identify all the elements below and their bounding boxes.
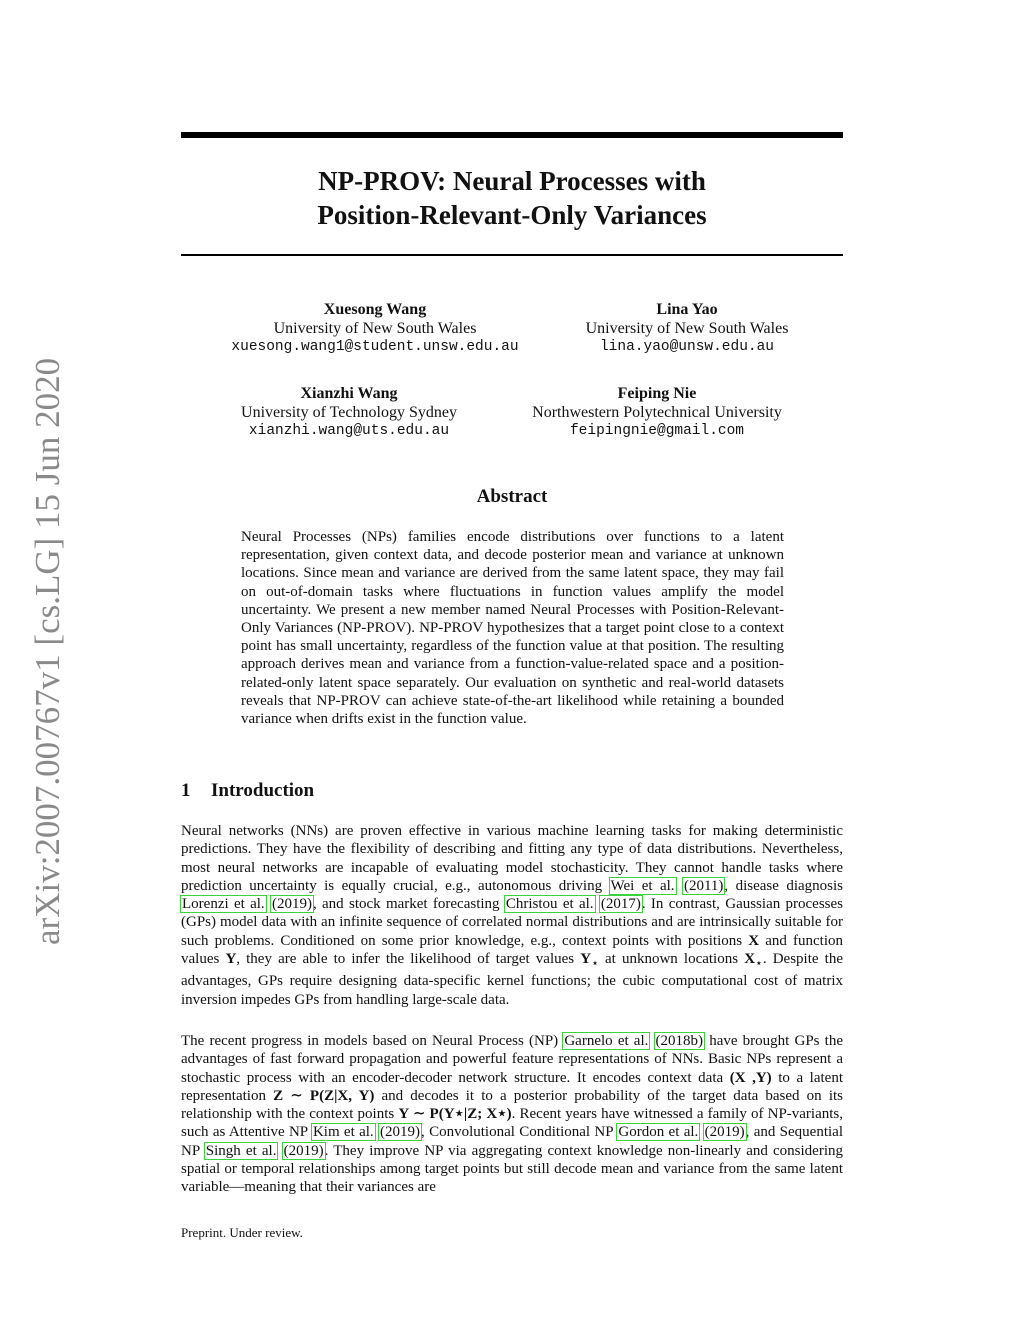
citation-link[interactable]: Gordon et al. [618,1124,699,1141]
math-symbol: Y [580,951,592,968]
section-title: Introduction [211,780,315,801]
citation-link[interactable]: Wei et al. [610,877,675,894]
arxiv-identifier-stamp: arXiv:2007.00767v1 [cs.LG] 15 Jun 2020 [28,357,67,945]
text-run: to a latent representation [181,1069,843,1104]
author-name: Lina Yao [656,301,718,318]
citation-year-link[interactable]: (2018b) [655,1033,704,1049]
citation-year-link[interactable]: (2011) [683,877,724,894]
author-affiliation: University of Technology Sydney [241,404,457,421]
citation-year-link[interactable]: (2019) [271,896,312,913]
author-email: xuesong.wang1@student.unsw.edu.au [231,339,519,355]
text-run: The recent progress in models based on Neural Process (NP) [181,1033,564,1049]
citation-link[interactable]: Christou et al. [505,896,594,913]
section-number: 1 [181,780,191,801]
intro-paragraph-1: Neural networks (NNs) are proven effective in various machine learning tasks for making deterministic predictions. They have the flexibility of describing and fitting any type of data distributions. Nevertheless, most neural networks are incapable of evaluating model stochasticity. They cannot handle tasks where prediction uncertainty is equally crucial, e.g., autonomous driving Wei et al. (2011), disease diagnosis Lorenzi et al. (2019), and stock market forecasting Christou et al. (2017). In contrast, Gaussian processes (GPs) model data with an infinite sequence of correlated normal distributions and are intrinsically suitable for such problems. Conditioned on some prior knowledge, e.g., context points with positions X and function values Y, they are able to infer the likelihood of target values $Y_⋆$ at unknown locations $X_⋆$. Despite the advantages, GPs require designing data-specific kernel functions; the cubic computational cost of matrix inversion impedes GPs from handling large-scale data. [181,823,844,1008]
section-heading [181,780,314,802]
title-bottom-rule [181,254,843,256]
math-symbol: X [744,951,756,968]
author-affiliation: University of New South Wales [585,320,789,337]
intro-paragraph-2 [181,1032,843,1197]
text-run: , they are able to infer the likelihood of target values [236,951,581,968]
citation-link[interactable]: Singh et al. [205,1142,277,1159]
citation-year-link[interactable]: (2019) [283,1142,324,1159]
text-run: , and stock market forecasting [312,896,505,913]
math-expression: Y ∼ P(Y⋆|Z; X⋆) [398,1106,512,1123]
citation-link[interactable]: Garnelo et al. [564,1033,649,1049]
title-line-1: NP-PROV: Neural Processes with [318,166,706,196]
author-email: lina.yao@unsw.edu.au [599,339,775,355]
citation-year-link[interactable]: (2019) [704,1124,745,1141]
citation-year-link[interactable]: (2019) [380,1124,421,1141]
author-name: Xianzhi Wang [300,385,398,402]
text-run: , and Sequential NP [181,1124,843,1159]
paper-title [181,164,843,232]
math-expression: (X ,Y) [729,1069,772,1086]
author-name: Feiping Nie [617,385,697,402]
title-top-rule [181,132,843,138]
author-email: feipingnie@gmail.com [569,423,745,439]
text-run: . Recent years have witnessed a family of NP-variants, such as Attentive NP [181,1106,844,1141]
title-line-2: Position-Relevant-Only Variances [317,200,707,230]
page-footer: Preprint. Under review. [181,1225,303,1240]
author-block [507,300,867,357]
text-run: at unknown locations [598,951,745,968]
math-expression: Z ∼ P(Z|X, Y) [273,1087,375,1104]
author-email: xianzhi.wang@uts.edu.au [248,423,450,439]
math-symbol: Y [225,951,237,968]
author-name: Xuesong Wang [323,301,427,318]
text-run: Neural networks (NNs) are proven effective in various machine learning tasks for making deterministic predictions. They have the flexibility of describing and fitting any type of data distributions. Nevertheless, most neural networks are incapable of evaluating model stochasticity. They cannot handle tasks where prediction uncertainty is equally crucial, e.g., autonomous driving [181,823,843,894]
author-block [195,300,555,357]
math-symbol: X [748,932,760,949]
text-run: and decodes it to a posterior probability of the target data based on its relationship with the context points [181,1087,843,1123]
author-block [477,384,837,441]
text-run: and function values [181,932,843,968]
text-run: . Despite the advantages, GPs require designing data-specific kernel functions; the cubic computational cost of matrix inversion impedes GPs from handling large-scale data. [181,951,843,1008]
citation-year-link[interactable]: (2017) [600,896,641,913]
citation-link[interactable]: Kim et al. [312,1124,374,1141]
text-run: . In contrast, Gaussian processes (GPs) model data with an infinite sequence of correlated normal distributions and are intrinsically suitable for such problems. Conditioned on some prior knowledge, e.g., context points with positions [181,896,844,949]
author-affiliation: University of New South Wales [273,320,477,337]
author-block [169,384,529,441]
abstract-text: Neural Processes (NPs) families encode distributions over functions to a latent representation, given context data, and decode posterior mean and variance at unknown locations. Since mean and variance are derived from the same latent space, they may fail on out-of-domain tasks where fluctuations in function values amplify the model uncertainty. We present a new member named Neural Processes with Position-Relevant-Only Variances (NP-PROV). NP-PROV hypothesizes that a target point close to a context point has small uncertainty, regardless of the function value at that position. The resulting approach derives mean and variance from a function-value-related space and a position-related-only latent space separately. Our evaluation on synthetic and real-world datasets reveals that NP-PROV can achieve state-of-the-art likelihood while retaining a bounded variance when drifts exist in the function value. [241,529,784,728]
text-run: , disease diagnosis [724,877,844,894]
citation-link[interactable]: Lorenzi et al. [182,896,265,913]
author-affiliation: Northwestern Polytechnical University [532,404,782,421]
text-run: . They improve NP via aggregating context knowledge non-linearly and considering spatial or temporal relationships among target points but still decode mean and variance from the same latent variable—meaning that their variances are [181,1142,844,1196]
text-run: have brought GPs the advantages of fast forward propagation and powerful feature representations of NNs. Basic NPs represent a stochastic process with an encoder-decoder network structure. It encodes context data [181,1033,844,1086]
abstract-heading: Abstract [476,486,548,507]
text-run: , Convolutional Conditional NP [421,1124,618,1141]
